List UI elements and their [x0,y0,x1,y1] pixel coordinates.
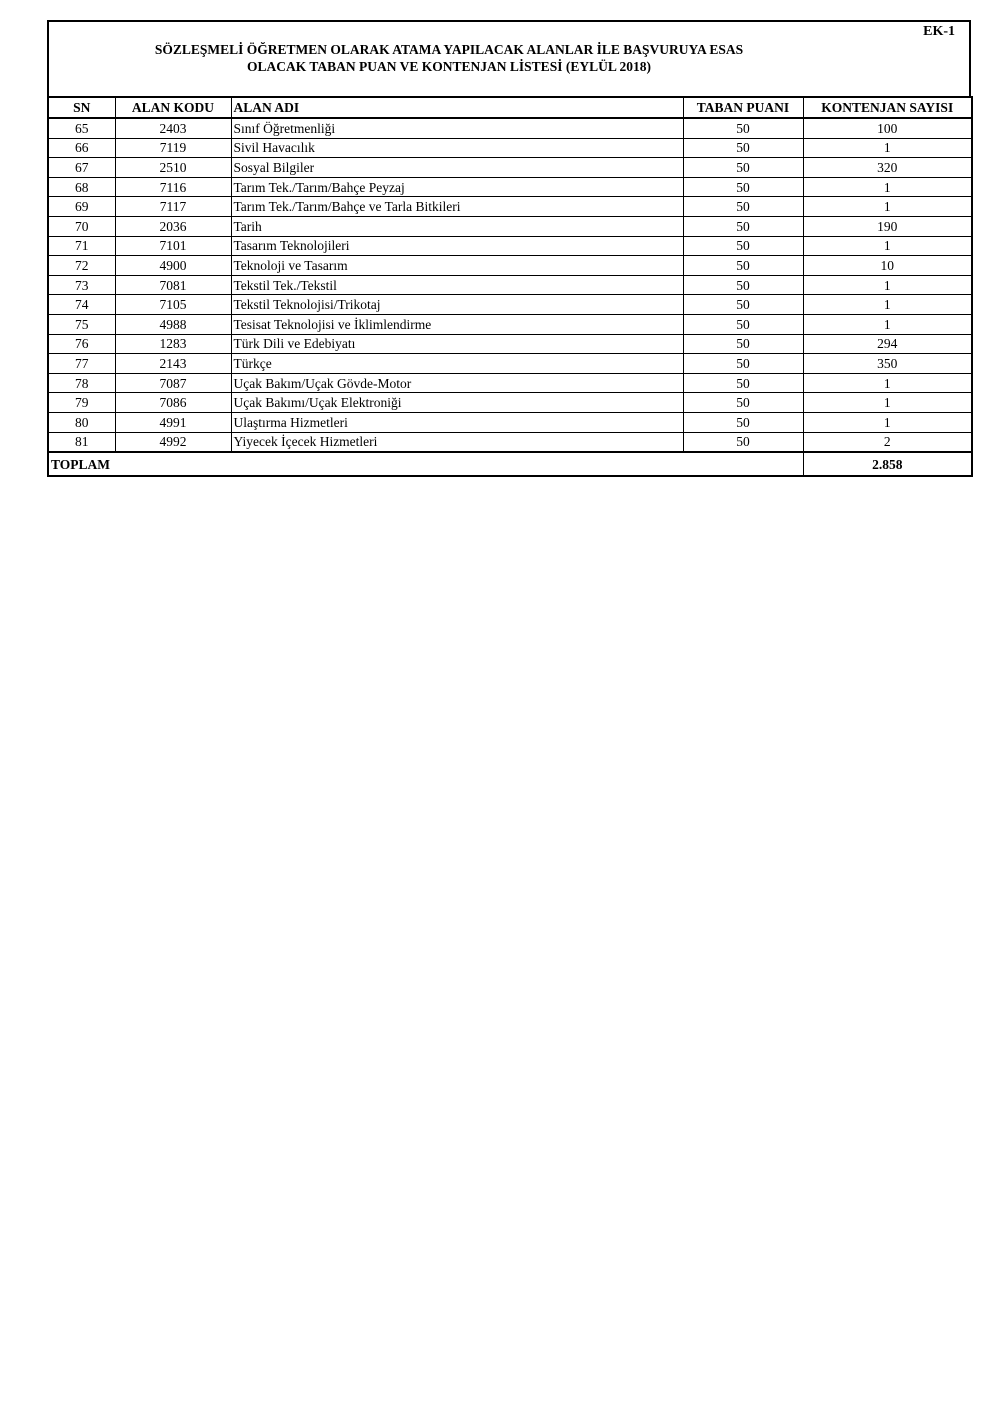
document-sheet [47,20,971,477]
cell-sn: 72 [48,256,115,276]
cell-score: 50 [683,256,803,276]
cell-code: 1283 [115,334,231,354]
cell-name: Tekstil Teknolojisi/Trikotaj [231,295,683,315]
cell-quota: 1 [803,275,972,295]
cell-sn: 67 [48,158,115,178]
cell-quota: 294 [803,334,972,354]
title-line-2: OLACAK TABAN PUAN VE KONTENJAN LİSTESİ (EYLÜL 2018) [247,59,651,74]
cell-quota: 1 [803,177,972,197]
cell-score: 50 [683,158,803,178]
table-row [48,236,972,256]
annex-label: EK-1 [923,24,955,39]
table-row [48,177,972,197]
cell-code: 4992 [115,432,231,452]
header-quota: KONTENJAN SAYISI [803,97,972,118]
cell-sn: 66 [48,138,115,158]
cell-score: 50 [683,334,803,354]
cell-quota: 190 [803,216,972,236]
cell-sn: 77 [48,354,115,374]
cell-sn: 81 [48,432,115,452]
table-row [48,118,972,138]
table-row [48,354,972,374]
table-row [48,373,972,393]
cell-quota: 1 [803,412,972,432]
cell-code: 2036 [115,216,231,236]
header-sn: SN [48,97,115,118]
cell-name: Yiyecek İçecek Hizmetleri [231,432,683,452]
cell-quota: 320 [803,158,972,178]
cell-code: 7087 [115,373,231,393]
cell-quota: 100 [803,118,972,138]
cell-sn: 73 [48,275,115,295]
cell-code: 7101 [115,236,231,256]
cell-name: Ulaştırma Hizmetleri [231,412,683,432]
cell-name: Türkçe [231,354,683,374]
table-row [48,216,972,236]
cell-sn: 74 [48,295,115,315]
cell-code: 7086 [115,393,231,413]
cell-score: 50 [683,432,803,452]
cell-score: 50 [683,118,803,138]
table-row [48,295,972,315]
cell-name: Sosyal Bilgiler [231,158,683,178]
cell-score: 50 [683,393,803,413]
cell-score: 50 [683,236,803,256]
table-row [48,275,972,295]
cell-score: 50 [683,295,803,315]
cell-score: 50 [683,216,803,236]
cell-quota: 1 [803,197,972,217]
cell-code: 7116 [115,177,231,197]
cell-quota: 2 [803,432,972,452]
table-row [48,334,972,354]
cell-name: Türk Dili ve Edebiyatı [231,334,683,354]
cell-sn: 68 [48,177,115,197]
cell-sn: 75 [48,314,115,334]
total-row [48,452,972,476]
cell-code: 7105 [115,295,231,315]
cell-name: Uçak Bakımı/Uçak Elektroniği [231,393,683,413]
cell-quota: 1 [803,295,972,315]
table-row [48,197,972,217]
cell-score: 50 [683,177,803,197]
cell-name: Tarım Tek./Tarım/Bahçe Peyzaj [231,177,683,197]
cell-sn: 76 [48,334,115,354]
document-header [47,20,971,96]
cell-name: Sivil Havacılık [231,138,683,158]
table-row [48,412,972,432]
cell-name: Tesisat Teknolojisi ve İklimlendirme [231,314,683,334]
table-row [48,314,972,334]
document-title [79,41,819,75]
cell-code: 2510 [115,158,231,178]
cell-sn: 70 [48,216,115,236]
cell-code: 4988 [115,314,231,334]
header-code: ALAN KODU [115,97,231,118]
cell-code: 4900 [115,256,231,276]
cell-sn: 71 [48,236,115,256]
cell-sn: 69 [48,197,115,217]
cell-name: Sınıf Öğretmenliği [231,118,683,138]
header-score: TABAN PUANI [683,97,803,118]
quota-table [47,96,973,477]
cell-quota: 10 [803,256,972,276]
table-header-row [48,97,972,118]
total-value: 2.858 [803,452,972,476]
cell-quota: 1 [803,373,972,393]
table-row [48,158,972,178]
cell-code: 2403 [115,118,231,138]
cell-sn: 65 [48,118,115,138]
cell-score: 50 [683,354,803,374]
cell-score: 50 [683,138,803,158]
cell-quota: 1 [803,236,972,256]
table-row [48,138,972,158]
cell-code: 2143 [115,354,231,374]
cell-code: 7119 [115,138,231,158]
table-body [48,118,972,452]
cell-quota: 350 [803,354,972,374]
cell-code: 4991 [115,412,231,432]
cell-code: 7081 [115,275,231,295]
cell-sn: 80 [48,412,115,432]
table-row [48,432,972,452]
title-line-1: SÖZLEŞMELİ ÖĞRETMEN OLARAK ATAMA YAPILACAK ALANLAR İLE BAŞVURUYA ESAS [154,42,744,57]
cell-sn: 79 [48,393,115,413]
cell-name: Uçak Bakım/Uçak Gövde-Motor [231,373,683,393]
cell-name: Tarih [231,216,683,236]
cell-code: 7117 [115,197,231,217]
total-label: TOPLAM [48,452,803,476]
cell-sn: 78 [48,373,115,393]
cell-score: 50 [683,197,803,217]
cell-name: Teknoloji ve Tasarım [231,256,683,276]
cell-score: 50 [683,275,803,295]
table-row [48,256,972,276]
cell-name: Tarım Tek./Tarım/Bahçe ve Tarla Bitkileri [231,197,683,217]
cell-score: 50 [683,373,803,393]
cell-quota: 1 [803,314,972,334]
cell-quota: 1 [803,138,972,158]
cell-name: Tekstil Tek./Tekstil [231,275,683,295]
table-row [48,393,972,413]
cell-score: 50 [683,412,803,432]
cell-quota: 1 [803,393,972,413]
header-name: ALAN ADI [231,97,683,118]
cell-name: Tasarım Teknolojileri [231,236,683,256]
cell-score: 50 [683,314,803,334]
